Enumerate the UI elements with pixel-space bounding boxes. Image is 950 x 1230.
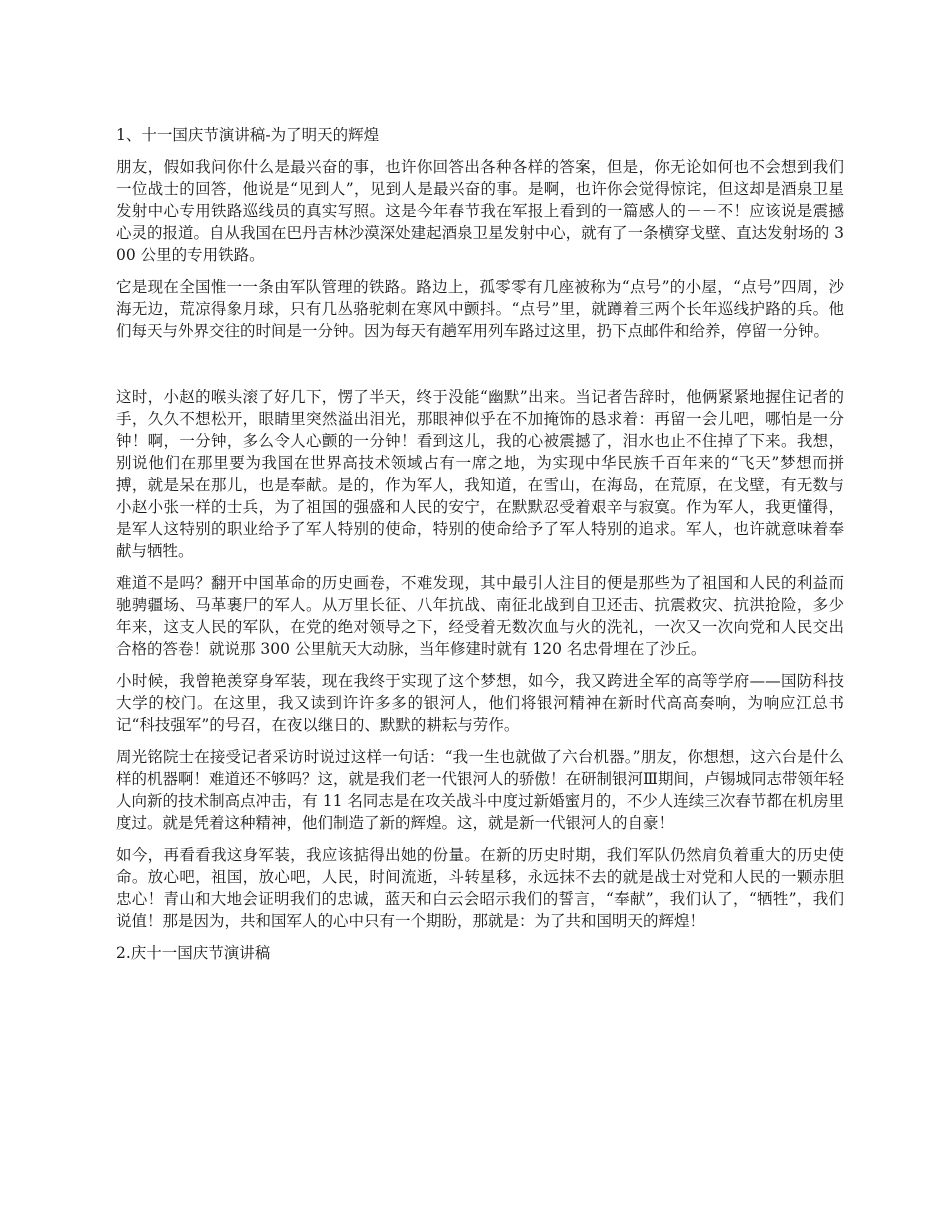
section-heading-2: 2.庆十一国庆节演讲稿 <box>116 944 271 962</box>
paragraph-6: 周光铭院士在接受记者采访时说过这样一句话：“我一生也就做了六台机器。”朋友，你想想，这六台是什么样的机器啊！难道还不够吗？这，就是我们老一代银河人的骄傲！在研制银河Ⅲ期间，卢锡城同志带领年轻人向新的技术制高点冲击，有 11 名同志是在攻关战斗中度过新婚蜜月的，不少人连续三次春节都在机房里度过。就是凭着这种精神，他们制造了新的辉煌。这，就是新一代银河人的自豪！ <box>116 748 844 832</box>
paragraph-7: 如今，再看看我这身军装，我应该掂得出她的份量。在新的历史时期，我们军队仍然肩负着重大的历史使命。放心吧，祖国，放心吧，人民，时间流逝，斗转星移，永远抹不去的就是战士对党和人民的一颗赤胆忠心！青山和大地会证明我们的忠诚，蓝天和白云会昭示我们的誓言，“奉献”，我们认了，“牺牲”，我们说值！那是因为，共和国军人的心中只有一个期盼，那就是：为了共和国明天的辉煌！ <box>116 846 844 930</box>
blank-gap <box>116 352 844 386</box>
paragraph-1: 朋友，假如我问你什么是最兴奋的事，也许你回答出各种各样的答案，但是，你无论如何也不会想到我们一位战士的回答，他说是“见到人”，见到人是最兴奋的事。是啊，也许你会觉得惊诧，但这却是酒泉卫星发射中心专用铁路巡线员的真实写照。这是今年春节我在军报上看到的一篇感人的－－不！应该说是震撼心灵的报道。自从我国在巴丹吉林沙漠深处建起酒泉卫星发射中心，就有了一条横穿戈壁、直达发射场的 300 公里的专用铁路。 <box>116 158 844 264</box>
paragraph-5: 小时候，我曾艳羡穿身军装，现在我终于实现了这个梦想，如今，我又跨进全军的高等学府——国防科技大学的校门。在这里，我又读到许许多多的银河人，他们将银河精神在新时代高高奏响，为响应江总书记“科技强军”的号召，在夜以继日的、默默的耕耘与劳作。 <box>116 672 844 734</box>
paragraph-2: 它是现在全国惟一一条由军队管理的铁路。路边上，孤零零有几座被称为“点号”的小屋，“点号”四周，沙海无边，荒凉得象月球，只有几丛骆驼刺在寒风中颤抖。“点号”里，就蹲着三两个长年巡线护路的兵。他们每天与外界交往的时间是一分钟。因为每天有趟军用列车路过这里，扔下点邮件和给养，停留一分钟。 <box>116 278 844 340</box>
document-body <box>116 124 844 964</box>
section-heading-1: 1、十一国庆节演讲稿-为了明天的辉煌 <box>116 126 380 144</box>
paragraph-3: 这时，小赵的喉头滚了好几下，愣了半天，终于没能“幽默”出来。当记者告辞时，他俩紧紧地握住记者的手，久久不想松开，眼睛里突然溢出泪光，那眼神似乎在不加掩饰的恳求着：再留一会儿吧，哪怕是一分钟！啊，一分钟，多么令人心颤的一分钟！看到这儿，我的心被震撼了，泪水也止不住掉了下来。我想，别说他们在那里要为我国在世界高技术领域占有一席之地，为实现中华民族千百年来的“飞天”梦想而拼搏，就是呆在那儿，也是奉献。是的，作为军人，我知道，在雪山，在海岛，在荒原，在戈壁，有无数与小赵小张一样的士兵，为了祖国的强盛和人民的安宁，在默默忍受着艰辛与寂寞。作为军人，我更懂得，是军人这特别的职业给予了军人特别的使命，特别的使命给予了军人特别的追求。军人，也许就意味着奉献与牺牲。 <box>116 388 844 560</box>
paragraph-4: 难道不是吗？翻开中国革命的历史画卷，不难发现，其中最引人注目的便是那些为了祖国和人民的利益而驰骋疆场、马革裹尸的军人。从万里长征、八年抗战、南征北战到自卫还击、抗震救灾、抗洪抢险，多少年来，这支人民的军队，在党的绝对领导之下，经受着无数次血与火的洗礼，一次又一次向党和人民交出合格的答卷！就说那 300 公里航天大动脉，当年修建时就有 120 名忠骨埋在了沙丘。 <box>116 574 844 658</box>
